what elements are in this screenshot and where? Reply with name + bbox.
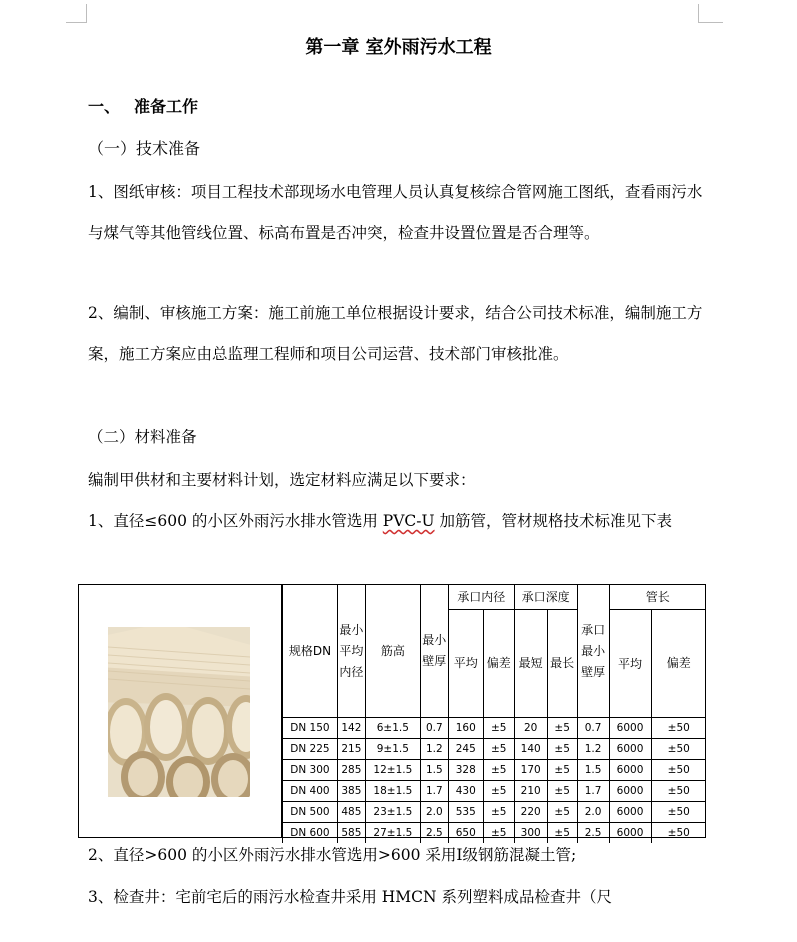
header-pipe-length: 管长 xyxy=(609,585,706,610)
paragraph-construction-plan: 2、编制、审核施工方案：施工前施工单位根据设计要求，结合公司技术标准，编制施工方案，施工方案应由总监理工程师和项目公司运营、技术部门审核批准。 xyxy=(88,304,703,363)
cell-depth-min: 300 xyxy=(514,823,547,844)
cell-inner: 485 xyxy=(337,802,365,823)
header-socket-min-wall: 承口最小壁厚 xyxy=(577,585,609,718)
cell-socket-dev: ±5 xyxy=(483,823,514,844)
cell-dn: DN 400 xyxy=(283,781,338,802)
header-socket-avg: 平均 xyxy=(448,610,483,718)
paragraph-material-plan: 编制甲供材和主要材料计划，选定材料应满足以下要求： xyxy=(88,471,476,489)
cell-length-dev: ±50 xyxy=(651,802,706,823)
table-row xyxy=(283,718,707,739)
cell-length-avg: 6000 xyxy=(609,718,651,739)
pvc-text-before: 1、直径≤600 的小区外雨污水排水管选用 xyxy=(88,512,383,530)
cell-depth-max: ±5 xyxy=(547,823,577,844)
cell-length-avg: 6000 xyxy=(609,781,651,802)
cell-length-dev: ±50 xyxy=(651,718,706,739)
paragraph-inspection-well: 3、检查井：宅前宅后的雨污水检查井采用 HMCN 系列塑料成品检查井（尺 xyxy=(88,888,613,906)
cell-socket-dev: ±5 xyxy=(483,802,514,823)
cell-wall: 1.7 xyxy=(420,781,448,802)
paragraph-concrete-pipe: 2、直径>600 的小区外雨污水排水管选用>600 采用Ⅰ级钢筋混凝土管; xyxy=(88,846,577,864)
cell-wall: 2.5 xyxy=(420,823,448,844)
cell-length-dev: ±50 xyxy=(651,781,706,802)
cell-socket-wall: 1.5 xyxy=(577,760,609,781)
section-heading xyxy=(88,94,198,117)
cell-socket-dev: ±5 xyxy=(483,760,514,781)
pvc-text-after: 加筋管，管材规格技术标准见下表 xyxy=(434,512,673,530)
table-row xyxy=(283,760,707,781)
cell-socket-wall: 1.7 xyxy=(577,781,609,802)
cell-socket-wall: 1.2 xyxy=(577,739,609,760)
page-corner-mark-top-right xyxy=(698,4,723,23)
header-rib-height: 筋高 xyxy=(365,585,420,718)
page-corner-mark-top-left xyxy=(66,4,87,23)
cell-length-avg: 6000 xyxy=(609,760,651,781)
cell-depth-max: ±5 xyxy=(547,760,577,781)
cell-rib: 27±1.5 xyxy=(365,823,420,844)
cell-dn: DN 225 xyxy=(283,739,338,760)
header-depth-shortest: 最短 xyxy=(514,610,547,718)
cell-length-avg: 6000 xyxy=(609,823,651,844)
header-socket-depth: 承口深度 xyxy=(514,585,577,610)
header-min-avg-inner: 最小平均内径 xyxy=(337,585,365,718)
cell-rib: 12±1.5 xyxy=(365,760,420,781)
cell-socket-avg: 650 xyxy=(448,823,483,844)
cell-wall: 1.2 xyxy=(420,739,448,760)
cell-dn: DN 150 xyxy=(283,718,338,739)
subsection-heading-material: （二）材料准备 xyxy=(88,428,197,446)
cell-socket-avg: 245 xyxy=(448,739,483,760)
cell-depth-min: 170 xyxy=(514,760,547,781)
cell-inner: 215 xyxy=(337,739,365,760)
cell-inner: 285 xyxy=(337,760,365,781)
table-row xyxy=(283,739,707,760)
cell-length-dev: ±50 xyxy=(651,739,706,760)
header-depth-longest: 最长 xyxy=(547,610,577,718)
pvc-spellcheck-term: PVC-U xyxy=(382,512,435,530)
header-length-dev: 偏差 xyxy=(651,610,706,718)
cell-socket-avg: 160 xyxy=(448,718,483,739)
cell-rib: 23±1.5 xyxy=(365,802,420,823)
cell-socket-wall: 0.7 xyxy=(577,718,609,739)
table-row xyxy=(283,802,707,823)
paragraph-pvc-pipe xyxy=(88,501,708,542)
cell-rib: 6±1.5 xyxy=(365,718,420,739)
cell-socket-avg: 328 xyxy=(448,760,483,781)
cell-socket-dev: ±5 xyxy=(483,718,514,739)
section-title: 准备工作 xyxy=(134,97,199,116)
cell-length-avg: 6000 xyxy=(609,739,651,760)
cell-socket-dev: ±5 xyxy=(483,739,514,760)
cell-inner: 385 xyxy=(337,781,365,802)
cell-inner: 142 xyxy=(337,718,365,739)
cell-inner: 585 xyxy=(337,823,365,844)
cell-length-avg: 6000 xyxy=(609,802,651,823)
table-row xyxy=(283,781,707,802)
cell-depth-min: 220 xyxy=(514,802,547,823)
header-socket-inner: 承口内径 xyxy=(448,585,514,610)
cell-depth-min: 210 xyxy=(514,781,547,802)
cell-depth-min: 140 xyxy=(514,739,547,760)
cell-dn: DN 600 xyxy=(283,823,338,844)
cell-socket-avg: 535 xyxy=(448,802,483,823)
cell-rib: 9±1.5 xyxy=(365,739,420,760)
cell-dn: DN 300 xyxy=(283,760,338,781)
subsection-heading-tech: （一）技术准备 xyxy=(88,139,201,158)
photo-cell xyxy=(79,585,282,837)
cell-wall: 2.0 xyxy=(420,802,448,823)
cell-depth-max: ±5 xyxy=(547,802,577,823)
cell-socket-avg: 430 xyxy=(448,781,483,802)
paragraph-drawing-review: 1、图纸审核：项目工程技术部现场水电管理人员认真复核综合管网施工图纸，查看雨污水与煤气等其他管线位置、标高布置是否冲突，检查井设置位置是否合理等。 xyxy=(88,183,703,242)
header-length-avg: 平均 xyxy=(609,610,651,718)
cell-depth-max: ±5 xyxy=(547,718,577,739)
chapter-title: 第一章 室外雨污水工程 xyxy=(305,37,492,58)
cell-length-dev: ±50 xyxy=(651,760,706,781)
cell-socket-wall: 2.0 xyxy=(577,802,609,823)
cell-wall: 1.5 xyxy=(420,760,448,781)
cell-rib: 18±1.5 xyxy=(365,781,420,802)
cell-socket-dev: ±5 xyxy=(483,781,514,802)
pipe-spec-table xyxy=(78,584,706,838)
cell-depth-max: ±5 xyxy=(547,781,577,802)
header-socket-dev: 偏差 xyxy=(483,610,514,718)
cell-socket-wall: 2.5 xyxy=(577,823,609,844)
spec-table xyxy=(282,585,706,843)
cell-depth-max: ±5 xyxy=(547,739,577,760)
cell-depth-min: 20 xyxy=(514,718,547,739)
pvc-pipe-photo-icon xyxy=(108,627,250,797)
section-number: 一、 xyxy=(88,97,121,116)
header-min-wall: 最小壁厚 xyxy=(420,585,448,718)
header-spec: 规格DN xyxy=(283,585,338,718)
cell-wall: 0.7 xyxy=(420,718,448,739)
cell-length-dev: ±50 xyxy=(651,823,706,844)
cell-dn: DN 500 xyxy=(283,802,338,823)
